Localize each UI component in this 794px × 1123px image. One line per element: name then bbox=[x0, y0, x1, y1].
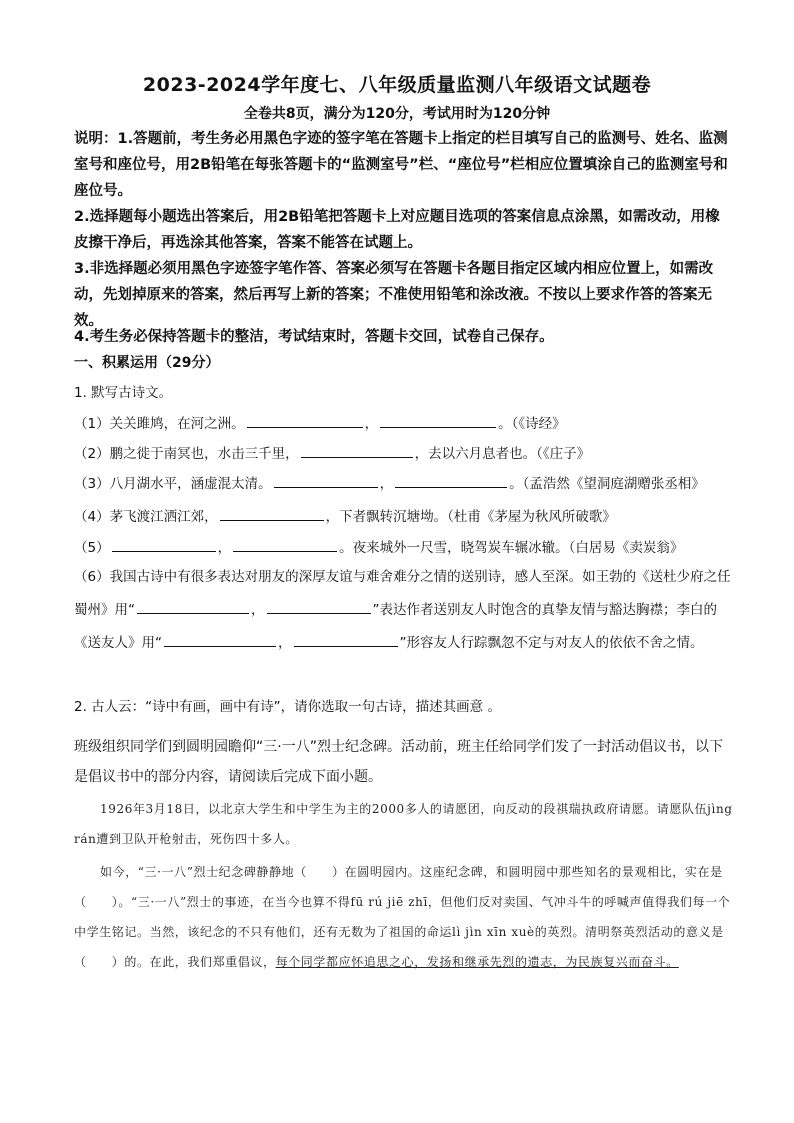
question-2-prompt: 2. 古人云：“诗中有画，画中有诗”，请你选取一句古诗，描述其画意 。 bbox=[74, 699, 501, 715]
answer-blank[interactable] bbox=[395, 473, 507, 488]
instruction-4: 4.考生务必保持答题卡的整洁，考试结束时，答题卡交回，试卷自己保存。 bbox=[74, 329, 554, 345]
answer-blank[interactable] bbox=[294, 632, 398, 647]
answer-blank[interactable] bbox=[380, 413, 496, 428]
question-1-item-4: （4）茅飞渡江洒江郊， ，下者飘转沉塘坳。（杜甫《茅屋为秋风所破歌》 bbox=[74, 506, 724, 527]
question-1-item-5: （5） ， 。夜来城外一尺雪，晓驾炭车辗冰辙。（白居易《卖炭翁》 bbox=[74, 537, 724, 558]
proposal-paragraph-1: 1926年3月18日，以北京大学生和中学生为主的2000多人的请愿团，向反动的段祺瑞执政府请愿。请愿队伍jìng rán遭到卫队开枪射击，死伤四十多人。 bbox=[74, 802, 733, 846]
question-1-item-2: （2）鹏之徙于南冥也，水击三千里， ，去以六月息者也。（《庄子》 bbox=[74, 443, 724, 464]
instruction-3: 3.非选择题必须用黑色字迹签字笔作答、答案必须写在答题卡各题目指定区域内相应位置上，如需改动，先划掉原来的答案，然后再写上新的答案；不准使用铅笔和涂改液。不按以上要求作答的答案无效。 bbox=[74, 261, 714, 329]
answer-blank[interactable] bbox=[247, 413, 363, 428]
proposal-paragraph-2: 如今，“三·一八”烈士纪念碑静静地（ ）在圆明园内。这座纪念碑，和圆明园中那些知名的景观相比，实在是（ ）。“三·一八”烈士的事迹，在当今也算不得fū rú jiē zhī，但他们反对卖国、气冲斗牛的呼喊声值得我们每一个中学生铭记。当然，该纪念的不只有他们，还有无数为了祖国的命运lì jìn xīn xuè的英烈。清明祭英烈活动的意义是（ ）的。在此，我们郑重倡议，每个同学都应怀追思之心，发扬和继承先烈的遗志，为民族复兴而奋斗。 bbox=[74, 865, 731, 969]
instruction-1: 说明：1.答题前，考生务必用黑色字迹的签字笔在答题卡上指定的栏目填写自己的监测号、姓名、监测室号和座位号，用2B铅笔在每张答题卡的“监测室号”栏、“座位号”栏相应位置填涂自己的监测室号和座位号。 bbox=[74, 131, 728, 199]
question-1-item-3: （3）八月湖水平，涵虚混太清。 ， 。（孟浩然《望洞庭湖赠张丞相》 bbox=[74, 473, 724, 494]
answer-blank[interactable] bbox=[164, 632, 276, 647]
section-heading: 一、积累运用（29分） bbox=[74, 355, 220, 371]
activity-intro: 班级组织同学们到圆明园瞻仰“三·一八”烈士纪念碑。活动前，班主任给同学们发了一封活动倡议书，以下是倡议书中的部分内容，请阅读后完成下面小题。 bbox=[74, 739, 723, 785]
question-1-item-1: （1）关关雎鸠，在河之洲。 ， 。（《诗经》 bbox=[74, 413, 724, 434]
exam-subtitle: 全卷共8页，满分为120分，考试用时为120分钟 bbox=[243, 106, 551, 122]
instruction-2: 2.选择题每小题选出答案后，用2B铅笔把答题卡上对应题目选项的答案信息点涂黑，如需改动，用橡皮擦干净后，再选涂其他答案，答案不能答在试题上。 bbox=[74, 209, 720, 251]
answer-blank[interactable] bbox=[137, 599, 249, 614]
answer-blank[interactable] bbox=[274, 473, 378, 488]
answer-blank[interactable] bbox=[233, 537, 337, 552]
answer-blank[interactable] bbox=[301, 443, 413, 458]
answer-blank[interactable] bbox=[112, 537, 216, 552]
underlined-sentence: 每个同学都应怀追思之心，发扬和继承先烈的遗志，为民族复兴而奋斗。 bbox=[275, 955, 679, 969]
question-1-prompt: 1. 默写古诗文。 bbox=[74, 385, 173, 401]
answer-blank[interactable] bbox=[267, 599, 371, 614]
question-1-item-6: （6）我国古诗中有很多表达对朋友的深厚友谊与难舍难分之情的送别诗，感人至深。如王勃的《送杜少府之任蜀州》用“ ， ”表达作者送别友人时饱含的真挚友情与豁达胸襟；李白的《送友人》用“ ， ”形容友人行踪飘忽不定与对友人的依依不舍之情。 bbox=[74, 569, 731, 651]
answer-blank[interactable] bbox=[220, 506, 324, 521]
exam-title: 2023-2024学年度七、八年级质量监测八年级语文试题卷 bbox=[142, 74, 652, 96]
